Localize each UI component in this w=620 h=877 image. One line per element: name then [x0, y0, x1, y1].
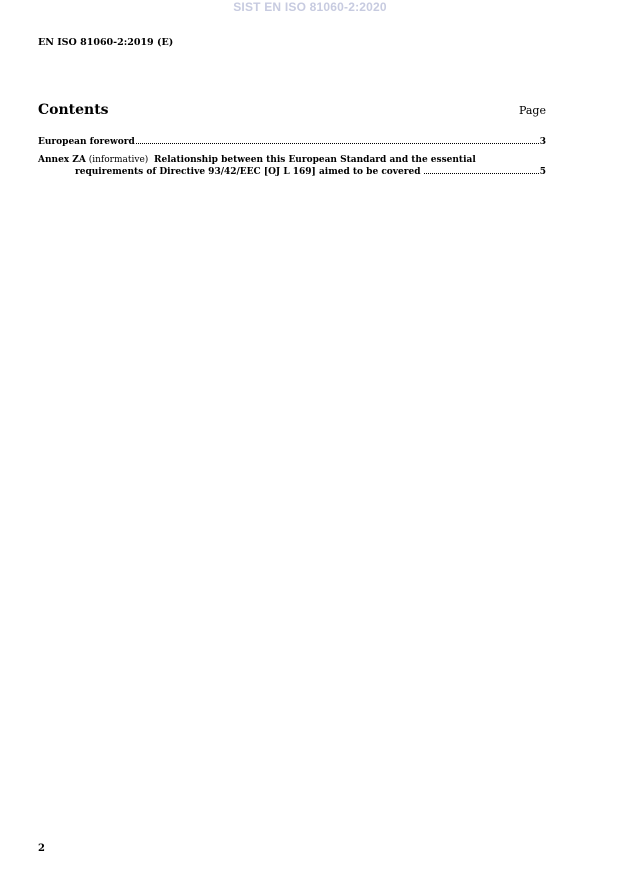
annex-qualifier: (informative) — [88, 155, 149, 165]
page-column-label: Page — [518, 104, 546, 117]
toc-entry-page: 3 — [539, 137, 546, 147]
watermark: SIST EN ISO 81060-2:2020 — [233, 0, 387, 14]
toc-entry-european-foreword[interactable] — [38, 136, 546, 148]
annex-title-line-1 — [38, 154, 546, 166]
contents-title: Contents — [38, 102, 109, 118]
document-identifier: EN ISO 81060-2:2019 (E) — [38, 37, 174, 48]
toc-entry-label[interactable]: European foreword — [38, 137, 135, 147]
dot-leader — [136, 143, 539, 144]
dot-leader — [424, 173, 539, 174]
annex-title-part-1[interactable]: Relationship between this European Standard and the essential — [154, 155, 476, 165]
toc-entry-page: 5 — [539, 167, 546, 177]
annex-prefix[interactable]: Annex ZA — [38, 155, 86, 165]
contents-heading-row — [38, 102, 546, 118]
page-number: 2 — [38, 843, 45, 854]
annex-title-part-2[interactable]: requirements of Directive 93/42/EEC [OJ L 169] aimed to be covered — [75, 167, 421, 177]
table-of-contents — [38, 136, 546, 178]
toc-entry-annex-za[interactable] — [38, 154, 546, 178]
annex-title-line-2 — [38, 166, 546, 178]
